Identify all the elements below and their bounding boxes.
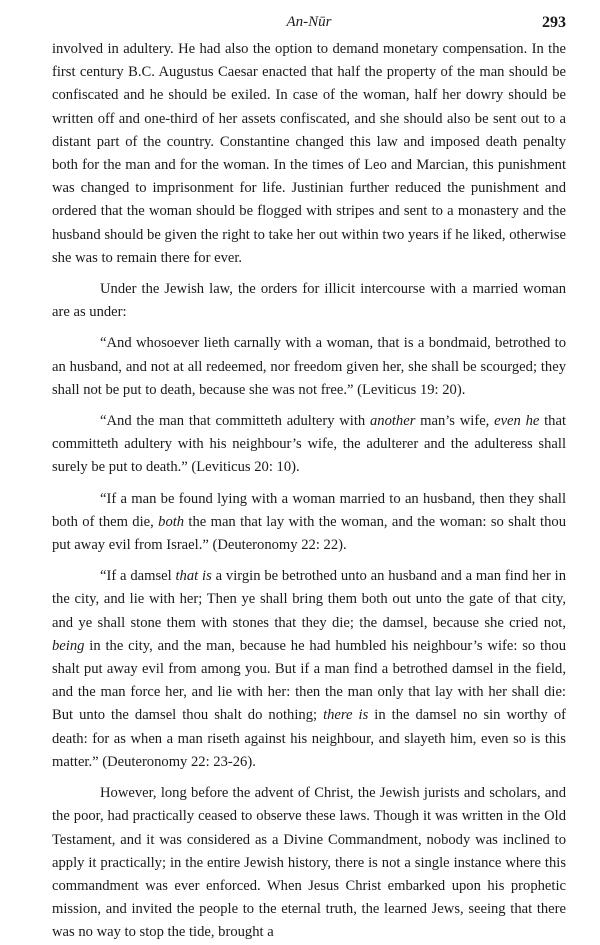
quote-text: the man that lay with the woman, and the woman: so shalt thou put away evil from Israel.” (Deuteronomy 22: 22). xyxy=(52,513,566,554)
paragraph-jewish-law-intro: Under the Jewish law, the orders for illicit intercourse with a married woman are as under: xyxy=(52,281,566,321)
quote-italic-text: there is xyxy=(323,707,369,724)
quote-italic-text: another xyxy=(369,413,416,430)
quote-italic-text: being xyxy=(52,637,85,654)
quote-text: in the damsel no sin worthy of death: for as when a man riseth against his neighbour, and slayeth him, even so is this matter.” (Deuteronomy 22: 23-26). xyxy=(52,707,567,770)
page-number: 293 xyxy=(542,14,566,31)
quote-text: man’s wife, xyxy=(415,413,495,430)
quote-text: “And the man that committeth adultery with xyxy=(100,413,370,430)
quote-text: that committeth adultery with his neighbour’s wife, the adulterer and the adulteress shall surely be put to death.” (Leviticus 20: 10). xyxy=(52,413,566,476)
quote-deuteronomy-22-22 xyxy=(52,488,566,558)
quote-text: in the city, and the man, because he had humbled his neighbour’s wife: so thou shalt put away evil from among you. But if a man find a betrothed damsel in the field, and the man force her, and lie with her: then the man only that lay with her shall die: But unto the damsel thou shalt do nothing; xyxy=(52,637,566,724)
paragraph-jewish-practice: However, long before the advent of Christ, the Jewish jurists and scholars, and the poor, had practically ceased to observe these laws. Though it was written in the Old Testament, and it was considered as a Divine Commandment, nobody was inclined to apply it practically; in the entire Jewish history, there is not a single instance where this commandment was ever enforced. When Jesus Christ embarked upon his prophetic mission, and invited the people to the eternal truth, the learned Jews, seeing that there was no way to stop the tide, brought a xyxy=(52,785,566,941)
quote-italic-text: even he xyxy=(494,413,540,430)
quote-text: “If a damsel xyxy=(100,568,176,585)
paragraph-roman-law: involved in adultery. He had also the option to demand monetary compensation. In the first century B.C. Augustus Caesar enacted that half the property of the man should be confiscated and he should be exiled. In case of the woman, half her dowry should be written off and one-third of her assets confiscated, and she should also be sent out to a distant part of the country. Constantine changed this law and imposed death penalty both for the man and for the woman. In the times of Leo and Marcian, this punishment was changed to imprisonment for life. Justinian further reduced the punishment and ordered that the woman should be flogged with stripes and sent to a monastery and the husband should be given the right to take her out within two years if he liked, otherwise she was to remain there for ever. xyxy=(52,41,566,266)
running-title: An-Nūr xyxy=(286,14,332,30)
quote-italic-text: that is xyxy=(175,568,212,585)
quote-leviticus-19-20: “And whosoever lieth carnally with a woman, that is a bondmaid, betrothed to an husband, and not at all redeemed, nor freedom given her, she shall be scourged; they shall not be put to death, because she was not free.” (Leviticus 19: 20). xyxy=(52,335,566,398)
quote-leviticus-20-10 xyxy=(52,410,566,480)
quote-deuteronomy-22-23-26 xyxy=(52,565,566,774)
quote-text: a virgin be betrothed unto an husband and a man find her in the city, and lie with her; Then ye shall bring them both out unto the gate of that city, and ye shall stone them with stones that they die; the damsel, because she cried not, xyxy=(52,568,566,631)
running-head xyxy=(52,14,566,38)
quote-text: “If a man be found lying with a woman married to an husband, then they shall both of them die, xyxy=(52,490,566,530)
quote-italic-text: both xyxy=(158,513,185,530)
